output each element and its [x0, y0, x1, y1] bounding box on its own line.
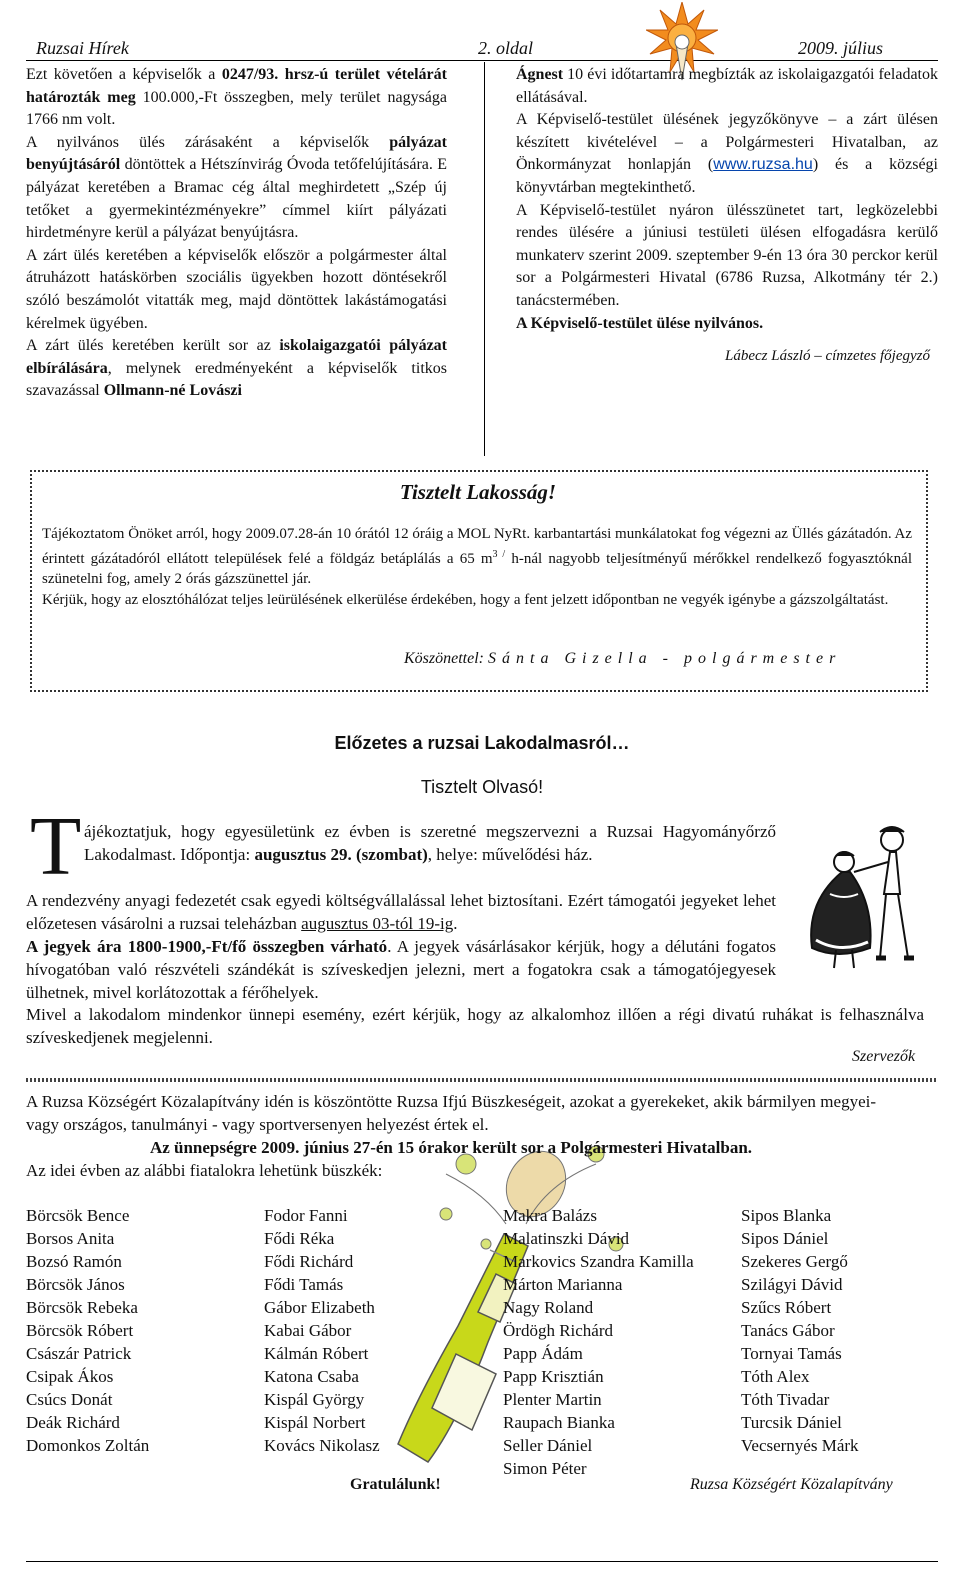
- superscript: 3 /: [492, 548, 506, 560]
- footer-rule: [26, 1561, 938, 1562]
- list-item: Tóth Alex: [741, 1367, 810, 1386]
- list-item: Kabai Gábor: [264, 1321, 352, 1340]
- list-item: Börcsök János: [26, 1275, 125, 1294]
- list-item: Fődi Tamás: [264, 1275, 344, 1294]
- text: , melynek eredményeként a képviselők titkos szavazással: [26, 359, 447, 400]
- text: A nyilvános ülés zárásaként a képviselők: [26, 133, 390, 151]
- text: Tájékoztatom Önöket arról, hogy 2009.07.28-án 10 órától 12 óráig a MOL NyRt. karbantartási munkálatokat fog végezni az Üllés gázátadón. Az érintett gázátadóról ellátott települések felé a földgáz betáplálás a 65 m: [42, 526, 913, 567]
- text: Sánta Gizella - polgármester: [488, 650, 842, 667]
- text-bold: (szombat): [351, 845, 428, 864]
- wedding-intro: [84, 820, 776, 866]
- list-item: Börcsök Bence: [26, 1206, 130, 1225]
- paragraph: Mivel a lakodalom mindenkor ünnepi esemény, ezért kérjük, hogy az alkalomhoz illően a régi divatú ruhákat is felhasználva szíveskedjenek megjelenni.: [26, 1005, 924, 1047]
- list-item: Csúcs Donát: [26, 1390, 113, 1409]
- text: ) és a községi könyvtárban megtekinthető.: [516, 156, 939, 196]
- notice-body: [42, 524, 912, 610]
- text-bold: pályázat benyújtásáról: [26, 133, 447, 174]
- list-item: Szekeres Gergő: [741, 1252, 848, 1271]
- paragraph: A Ruzsa Községért Közalapítvány idén is köszöntötte Ruzsa Ifjú Büszkeségeit, azokat a gyerekeket, akik bármilyen megyei-vagy országos, tanulmányi - vagy sportversenyen helyezést értek el.: [26, 1092, 876, 1134]
- website-link[interactable]: www.ruzsa.hu: [713, 156, 813, 174]
- text-underline: augusztus 03-tól 19-ig: [301, 914, 454, 933]
- text-bold: Ágnest: [516, 66, 564, 83]
- list-item: Papp Ádám: [503, 1344, 583, 1363]
- list-item: Kálmán Róbert: [264, 1344, 369, 1363]
- list-item: Plenter Martin: [503, 1390, 602, 1409]
- text: .: [453, 914, 458, 933]
- text-bold: Ollmann-né Lovászi: [103, 382, 242, 400]
- names-column-1: [26, 1204, 149, 1457]
- list-item: Papp Krisztián: [503, 1367, 604, 1386]
- list-item: Bozsó Ramón: [26, 1252, 122, 1271]
- list-item: Császár Patrick: [26, 1344, 132, 1363]
- text-bold: A Képviselő-testület ülése nyilvános.: [516, 314, 764, 332]
- text-bold: A jegyek ára 1800-1900,-Ft/fő összegben várható: [26, 937, 388, 956]
- wedding-greeting: Tisztelt Olvasó!: [420, 777, 544, 797]
- paragraph: A zárt ülés keretében a képviselők először a polgármester által átruházott hatáskörben szociális ügyekben hozott döntésekről szóló beszámolót vitatták meg, majd döntöttek lakástámogatási kérelmek ügyében.: [26, 246, 447, 332]
- list-item: Ördögh Richárd: [503, 1321, 614, 1340]
- paragraph: [26, 889, 776, 935]
- list-item: Seller Dániel: [503, 1436, 593, 1455]
- list-item: Makra Balázs: [503, 1206, 597, 1225]
- list-item: Malatinszki Dávid: [503, 1229, 630, 1248]
- list-item: Szűcs Róbert: [741, 1298, 832, 1317]
- list-item: Katona Csaba: [264, 1367, 359, 1386]
- text: , helye: művelődési ház.: [427, 845, 593, 864]
- column-divider: [484, 62, 485, 456]
- header-rule: [26, 60, 938, 61]
- council-report-left-column: [26, 64, 447, 403]
- list-item: Gábor Elizabeth: [264, 1298, 375, 1317]
- wedding-section-title: Előzetes a ruzsai Lakodalmasról…: [334, 733, 630, 753]
- paragraph: A Képviselő-testület nyáron ülésszünetet tart, legközelebbi rendes ülésére a júniusi testületi ülésen elfogadásra kerülő munkaterv szerint 2009. szeptember 9-én 13 óra 30 perckor kerül sor a Polgármesteri Hivatal (6786 Ruzsa, Alkotmány tér 2.) tanácstermében.: [516, 201, 938, 309]
- paragraph: [516, 313, 938, 336]
- section-divider: [26, 1078, 938, 1082]
- text: döntöttek a Hétszínvirág Óvoda tetőfelújítására. E pályázat keretében a Bramac cég által meghirdetett „Szép új tetőket a gyermekintézményekre” címmel kiírt pályázati hirdetményre kerül a pályázat benyújtásra.: [26, 156, 447, 242]
- paragraph: [26, 1136, 876, 1159]
- text: 10 évi időtartamra megbízták az iskolaigazgatói feladatok ellátásával.: [516, 66, 938, 106]
- text-bold: augusztus 29.: [254, 845, 352, 864]
- text: Ezt követően a képviselők a: [26, 66, 222, 83]
- text: A rendezvény anyagi fedezetét csak egyedi költségvállalással lehet biztosítani. Ezért támogatói jegyeket lehet előzetesen vásárolni a ruzsai teleházban: [26, 891, 776, 933]
- paragraph: [516, 109, 938, 199]
- newspaper-title: Ruzsai Hírek: [36, 38, 129, 58]
- signature-jegyzo: Lábecz László – címzetes főjegyző: [725, 348, 930, 365]
- list-item: Nagy Roland: [503, 1298, 594, 1317]
- text-bold: 0247/93. hrsz-ú terület vételárát határozták meg: [26, 66, 447, 106]
- text-bold: Az ünnepségre 2009. június 27-én 15 órakor került sor a Polgármesteri Hivatalban.: [149, 1138, 753, 1157]
- list-item: Tóth Tivadar: [741, 1390, 830, 1409]
- text: A zárt ülés keretében került sor az: [26, 337, 280, 355]
- list-item: Tanács Gábor: [741, 1321, 835, 1340]
- wedding-body: [26, 889, 776, 1004]
- issue-date: 2009. július: [798, 38, 884, 58]
- names-column-2: [264, 1204, 380, 1457]
- paragraph: [26, 64, 447, 132]
- paragraph: [84, 820, 776, 866]
- names-column-4: [741, 1204, 859, 1457]
- list-item: Domonkos Zoltán: [26, 1436, 150, 1455]
- wedding-dress-note: [26, 1003, 924, 1049]
- text: Köszönettel:: [404, 650, 488, 667]
- list-item: Csipak Ákos: [26, 1367, 114, 1386]
- list-item: Deák Richárd: [26, 1413, 120, 1432]
- list-item: Börcsök Rebeka: [26, 1298, 138, 1317]
- drop-cap: T: [30, 800, 82, 893]
- text: h-nál nagyobb teljesítményű mérőkkel rendelkező fogyasztóknál szünetelni fog, amely 2 órás gázszünettel jár.: [42, 550, 912, 587]
- paragraph: [42, 524, 912, 590]
- list-item: Börcsök Róbert: [26, 1321, 134, 1340]
- list-item: Kispál Norbert: [264, 1413, 366, 1432]
- list-item: Tornyai Tamás: [741, 1344, 842, 1363]
- list-item: Simon Péter: [503, 1459, 587, 1478]
- paragraph: [26, 935, 776, 1004]
- text: . A jegyek vásárlásakor kérjük, hogy a délutáni fogatos hívogatóban való részvételi szándékát is szíveskedjen jelezni, mert a fogatokra csak a támogatójegyesek ülhetnek, mivel korlátozottak a férőhelyek.: [26, 937, 776, 1002]
- notice-signature: [404, 650, 841, 668]
- list-item: Sipos Dániel: [741, 1229, 829, 1248]
- paragraph: [516, 64, 938, 109]
- list-item: Raupach Bianka: [503, 1413, 615, 1432]
- notice-title: Tisztelt Lakosság!: [399, 480, 557, 504]
- text: 100.000,-Ft összegben, mely terület nagysága 1766 nm volt.: [26, 88, 448, 129]
- wedding-signature: Szervezők: [852, 1048, 916, 1065]
- list-item: Kovács Nikolasz: [264, 1436, 380, 1455]
- foundation-signature: Ruzsa Községért Közalapítvány: [690, 1476, 893, 1493]
- council-report-right-column: [516, 64, 938, 368]
- text-bold: iskolaigazgatói pályázat elbírálására: [26, 337, 447, 377]
- list-item: Turcsik Dániel: [741, 1413, 842, 1432]
- folk-dancers-illustration: [792, 822, 932, 980]
- list-item: Borsos Anita: [26, 1229, 115, 1248]
- list-item: Szilágyi Dávid: [741, 1275, 843, 1294]
- list-item: Sipos Blanka: [741, 1206, 832, 1225]
- list-item: Fődi Richárd: [264, 1252, 354, 1271]
- paragraph: Kérjük, hogy az elosztóhálózat teljes leürülésének elkerülése érdekében, hogy a fent jelzett időpontban ne vegyék igénybe a gázszolgáltatást.: [42, 591, 889, 608]
- page-number: 2. oldal: [478, 38, 534, 58]
- list-item: Markovics Szandra Kamilla: [503, 1252, 694, 1271]
- paragraph: [26, 335, 447, 403]
- names-column-3: [503, 1204, 694, 1480]
- paragraph: [26, 132, 447, 245]
- list-item: Fodor Fanni: [264, 1206, 348, 1225]
- list-item: Márton Marianna: [503, 1275, 623, 1294]
- list-item: Vecsernyés Márk: [741, 1436, 859, 1455]
- text: A Képviselő-testület ülésének jegyzőkönyve – a zárt ülésen készített kivételével – a Polgármesteri Hivatalban, az Önkormányzat honlapján (: [516, 111, 938, 174]
- list-item: Fődi Réka: [264, 1229, 335, 1248]
- text: ájékoztatjuk, hogy egyesületünk ez évben is szeretné megszervezni a Ruzsai Hagyományőrző Lakodalmast. Időpontja:: [84, 822, 776, 864]
- awards-intro: [26, 1090, 876, 1182]
- list-item: Kispál György: [264, 1390, 365, 1409]
- paragraph: Az idei évben az alábbi fiatalokra lehetünk büszkék:: [26, 1161, 383, 1180]
- congratulations: Gratulálunk!: [350, 1476, 441, 1493]
